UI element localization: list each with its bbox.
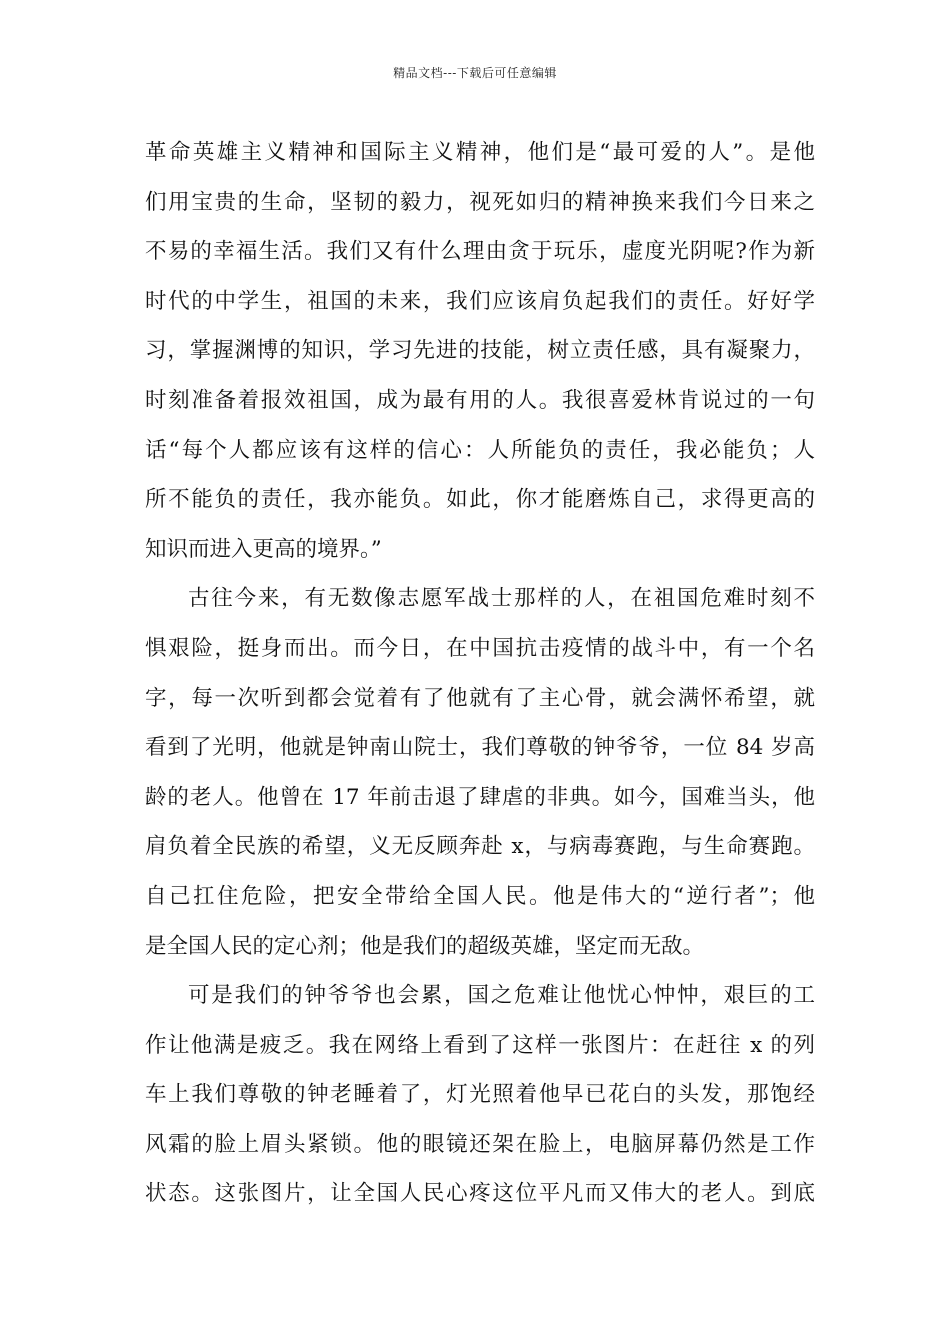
text-line: 惧艰险，挺身而出。而今日，在中国抗击疫情的战斗中，有一个名: [145, 635, 815, 661]
text-line: 不易的幸福生活。我们又有什么理由贪于玩乐，虚度光阴呢?作为新: [145, 239, 815, 265]
text-line: 车上我们尊敬的钟老睡着了，灯光照着他早已花白的头发，那饱经: [145, 1082, 815, 1108]
text-line: 作让他满是疲乏。我在网络上看到了这样一张图片：在赶往 x 的列: [145, 1032, 815, 1058]
text-line: 自己扛住危险，把安全带给全国人民。他是伟大的“逆行者”；他: [145, 883, 815, 909]
paragraph-3: [145, 971, 815, 1219]
text-line: 肩负着全民族的希望，义无反顾奔赴 x，与病毒赛跑，与生命赛跑。: [145, 834, 815, 860]
text-line: 时刻准备着报效祖国，成为最有用的人。我很喜爱林肯说过的一句: [145, 387, 815, 413]
text-line: 是全国人民的定心剂；他是我们的超级英雄，坚定而无敌。: [145, 933, 705, 959]
text-line: 看到了光明，他就是钟南山院士，我们尊敬的钟爷爷，一位 84 岁高: [145, 735, 815, 761]
text-line: 可是我们的钟爷爷也会累，国之危难让他忧心忡忡，艰巨的工: [188, 983, 815, 1009]
text-line: 知识而进入更高的境界。”: [145, 536, 382, 562]
text-line: 字，每一次听到都会觉着有了他就有了主心骨，就会满怀希望，就: [145, 685, 815, 711]
text-line: 们用宝贵的生命，坚韧的毅力，视死如归的精神换来我们今日来之: [145, 189, 815, 215]
text-line: 古往今来，有无数像志愿军战士那样的人，在祖国危难时刻不: [188, 586, 815, 612]
text-line: 状态。这张图片，让全国人民心疼这位平凡而又伟大的老人。到底: [145, 1181, 815, 1207]
paragraph-1: [145, 128, 815, 574]
page-header: 精品文档---下载后可任意编辑: [393, 66, 557, 80]
paragraph-2: [145, 574, 815, 971]
text-line: 习，掌握渊博的知识，学习先进的技能，树立责任感，具有凝聚力，: [145, 338, 815, 364]
text-line: 时代的中学生，祖国的未来，我们应该肩负起我们的责任。好好学: [145, 288, 815, 314]
text-line: 所不能负的责任，我亦能负。如此，你才能磨炼自己，求得更高的: [145, 487, 815, 513]
text-line: 革命英雄主义精神和国际主义精神，他们是“最可爱的人”。是他: [145, 140, 815, 165]
text-line: 话“每个人都应该有这样的信心：人所能负的责任，我必能负；人: [145, 437, 815, 463]
document-body: [145, 128, 815, 1219]
text-line: 龄的老人。他曾在 17 年前击退了肆虐的非典。如今，国难当头，他: [145, 784, 815, 810]
text-line: 风霜的脸上眉头紧锁。他的眼镜还架在脸上，电脑屏幕仍然是工作: [145, 1131, 815, 1157]
